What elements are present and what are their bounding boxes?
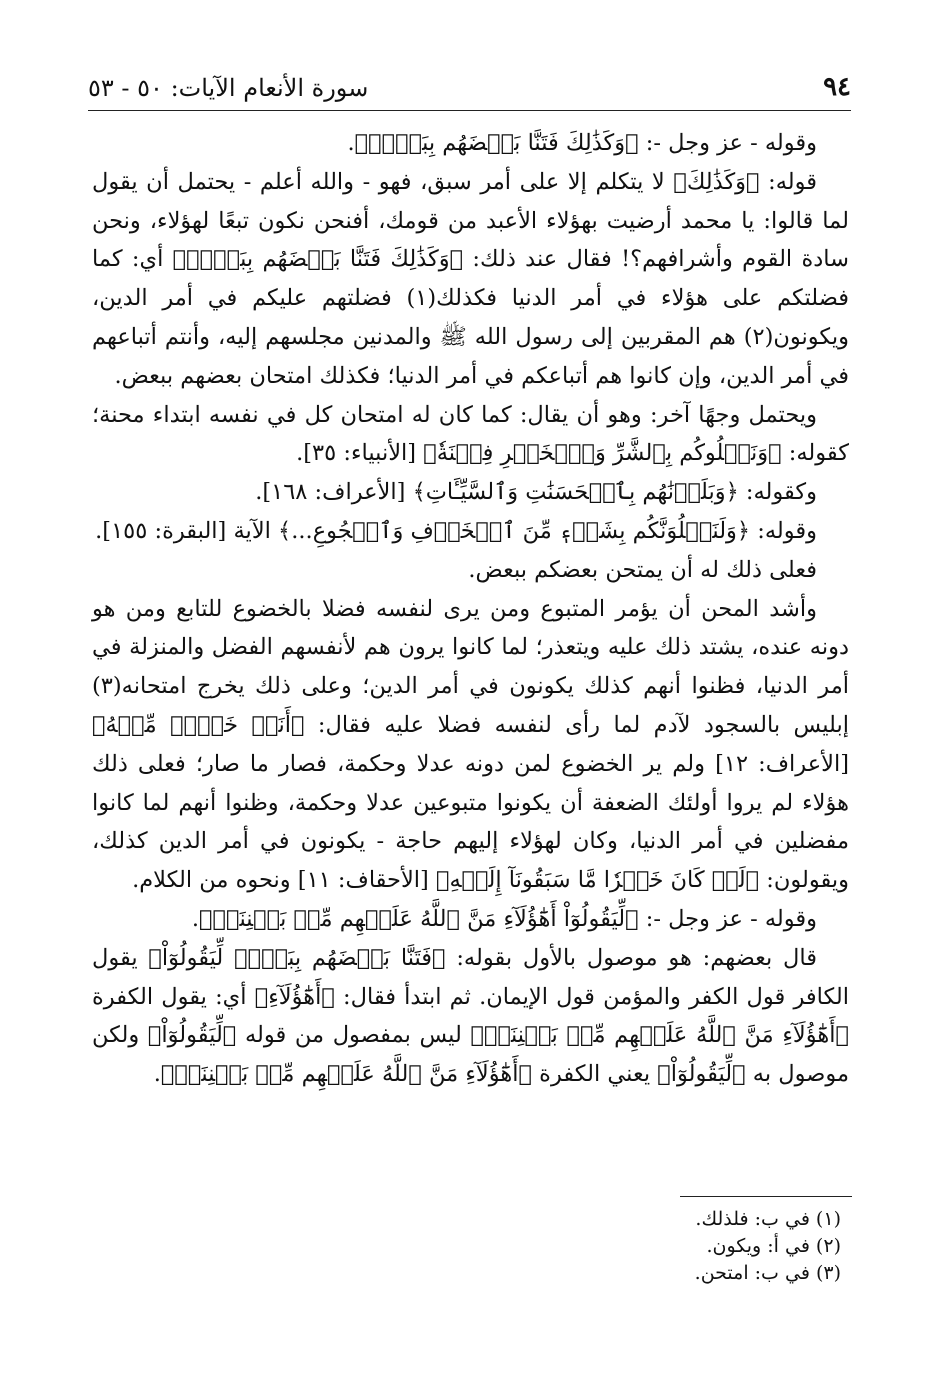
paragraph: وقوله - عز وجل -: ﴿لِّيَقُولُوٓاْ أَهَٰٓؤُلَآءِ مَنَّ ٱللَّهُ عَلَيۡهِم مِّنۢ بَيۡنِنَآۗ﴾. xyxy=(191,905,817,932)
footnote: (٣) في ب: امتحن. xyxy=(694,1262,841,1284)
footnote: (١) في ب: فلذلك. xyxy=(695,1208,841,1230)
footnotes xyxy=(695,1206,841,1287)
running-title: سورة الأنعام الآيات: ٥٠ - ٥٣ xyxy=(88,74,369,102)
paragraph: وأشد المحن أن يؤمر المتبوع ومن يرى لنفسه فضلا بالخضوع للتابع ومن هو دونه عنده، يشتد ذلك عليه ويتعذر؛ لما كانوا يرون هم لأنفسهم الفضل والمنزلة في أمر الدنيا، فظنوا أنهم كذلك يكونون في أمر الدين؛ وعلى ذلك يخرج امتحانه(٣) إبليس بالسجود لآدم لما رأى لنفسه فضلا عليه فقال: ﴿أَنَا۠ خَيۡرٞ مِّنۡهُ﴾ [الأعراف: ١٢] ولم ير الخضوع لمن دونه عدلا وحكمة، فصار ما صار؛ فعلى ذلك هؤلاء لم يروا أولئك الضعفة أن يكونوا متبوعين عدلا وحكمة، وظنوا أنهم لما كانوا مفضلين في أمر الدنيا، وكان لهؤلاء إليهم حاجة - يكونون في أمر الدين كذلك، ويقولون: ﴿لَوۡ كَانَ خَيۡرٗا مَّا سَبَقُونَآ إِلَيۡهِ﴾ [الأحقاف: ١١] ونحوه من الكلام. xyxy=(92,595,849,894)
page-number: ٩٤ xyxy=(823,72,851,102)
main-text xyxy=(92,124,849,1094)
footnote: (٢) في أ: ويكون. xyxy=(706,1235,841,1257)
page-header xyxy=(88,62,851,111)
paragraph: ويحتمل وجهًا آخر: وهو أن يقال: كما كان له امتحان كل في نفسه ابتداء محنة؛ كقوله: ﴿وَنَبۡلُوكُم بِٱلشَّرِّ وَٱلۡخَيۡرِ فِتۡنَةٗ﴾ [الأنبياء: ٣٥]. xyxy=(92,401,849,467)
paragraph: قال بعضهم: هو موصول بالأول بقوله: ﴿فَتَنَّا بَعۡضَهُم بِبَعۡضٖ لِّيَقُولُوٓاْ﴾ يقول الكافر قول الكفر والمؤمن قول الإيمان. ثم ابتدأ فقال: ﴿أَهَٰٓؤُلَآءِ﴾ أي: يقول الكفرة ﴿أَهَٰٓؤُلَآءِ مَنَّ ٱللَّهُ عَلَيۡهِم مِّنۢ بَيۡنِنَآۗ﴾ ليس بمفصول من قوله ﴿لِّيَقُولُوٓاْ﴾ ولكن موصول به ﴿لِّيَقُولُوٓاْ﴾ يعني الكفرة ﴿أَهَٰٓؤُلَآءِ مَنَّ ٱللَّهُ عَلَيۡهِم مِّنۢ بَيۡنِنَآۗ﴾. xyxy=(92,944,849,1088)
footnote-divider xyxy=(680,1196,852,1197)
paragraph: وقوله: ﴿وَلَنَبۡلُوَنَّكُم بِشَيۡءٖ مِّنَ ٱلۡخَوۡفِ وَٱلۡجُوعِ...﴾ الآية [البقرة: ١٥٥]. xyxy=(95,517,817,544)
paragraph: وقوله - عز وجل -: ﴿وَكَذَٰلِكَ فَتَنَّا بَعۡضَهُم بِبَعۡضٖ﴾. xyxy=(347,130,817,156)
paragraph: قوله: ﴿وَكَذَٰلِكَ﴾ لا يتكلم إلا على أمر سبق، فهو - والله أعلم - يحتمل أن يقول لما قالوا: يا محمد أرضيت بهؤلاء الأعبد من قومك، أفنحن نكون تبعًا لهؤلاء، ونحن سادة القوم وأشرافهم؟! فقال عند ذلك: ﴿وَكَذَٰلِكَ فَتَنَّا بَعۡضَهُم بِبَعۡضٖ﴾ أي: كما فضلتكم على هؤلاء في أمر الدنيا فكذلك(١) فضلتهم عليكم في أمر الدين، ويكونون(٢) هم المقربين إلى رسول الله ﷺ والمدنين مجلسهم إليه، وأنتم أتباعهم في أمر الدين، وإن كانوا هم أتباعكم في أمر الدنيا؛ فكذلك امتحان بعضهم ببعض. xyxy=(92,168,849,389)
paragraph: وكقوله: ﴿وَبَلَوۡنَٰهُم بِٱلۡحَسَنَٰتِ وَٱلسَّيِّـَٔاتِ﴾ [الأعراف: ١٦٨]. xyxy=(255,479,817,506)
paragraph: فعلى ذلك له أن يمتحن بعضكم ببعض. xyxy=(468,556,817,583)
